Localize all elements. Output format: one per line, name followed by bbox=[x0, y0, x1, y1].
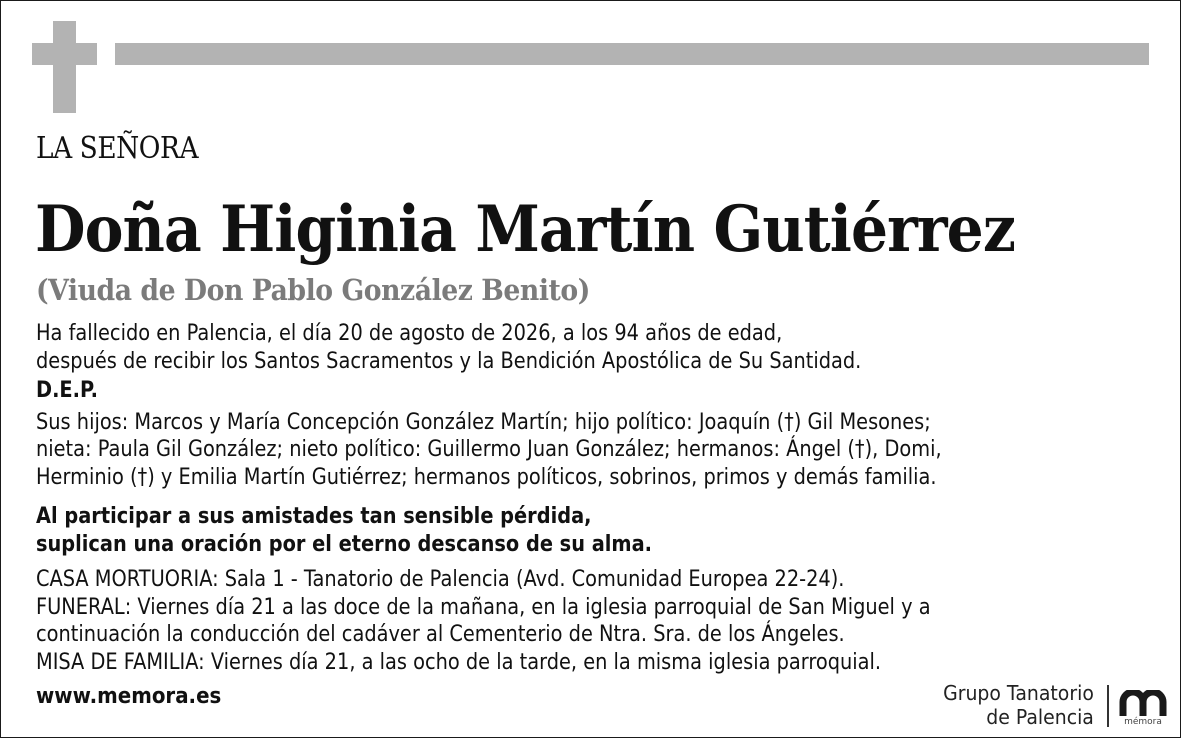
family-list bbox=[36, 409, 1048, 492]
closing-message bbox=[36, 503, 1048, 558]
detail-line: continuación la conducción del cadáver al Cementerio de Ntra. Sra. de los Ángeles. bbox=[36, 622, 845, 647]
announcement-line: Ha fallecido en Palencia, el día 20 de agosto de 2026, a los 94 años de edad, bbox=[36, 321, 783, 346]
notice-body bbox=[36, 320, 1048, 676]
brand-divider bbox=[1107, 685, 1109, 727]
detail-line: MISA DE FAMILIA: Viernes día 21, a las ocho de la tarde, en la misma iglesia parroquial. bbox=[36, 649, 882, 675]
service-details bbox=[36, 566, 1048, 676]
funeral-home-name bbox=[943, 681, 1094, 729]
website-link[interactable]: www.memora.es bbox=[36, 684, 222, 709]
brand-line: Grupo Tanatorio bbox=[943, 681, 1094, 705]
brand-line: de Palencia bbox=[986, 705, 1094, 729]
cross-icon-horizontal bbox=[32, 43, 97, 65]
logo-label: mémora bbox=[1124, 717, 1162, 727]
widow-line: (Viuda de Don Pablo González Benito) bbox=[36, 273, 590, 307]
title-prefix: LA SEÑORA bbox=[36, 131, 199, 166]
detail-line: FUNERAL: Viernes día 21 a las doce de la mañana, en la iglesia parroquial de San Miguel y a bbox=[36, 594, 931, 620]
family-line: nieta: Paula Gil González; nieto político: Guillermo Juan González; hermanos: Ángel (†), Domi, bbox=[36, 437, 942, 462]
header-bar bbox=[115, 43, 1149, 65]
deceased-name: Doña Higinia Martín Gutiérrez bbox=[35, 192, 1015, 267]
family-line: Herminio (†) y Emilia Martín Gutiérrez; hermanos políticos, sobrinos, primos y demás familia. bbox=[36, 464, 937, 490]
dep-label: D.E.P. bbox=[36, 378, 98, 403]
closing-line: Al participar a sus amistades tan sensible pérdida, bbox=[36, 504, 592, 529]
detail-line: CASA MORTUORIA: Sala 1 - Tanatorio de Palencia (Avd. Comunidad Europea 22-24). bbox=[36, 567, 845, 592]
closing-line: suplican una oración por el eterno descanso de su alma. bbox=[36, 531, 653, 557]
family-line: Sus hijos: Marcos y María Concepción González Martín; hijo político: Joaquín (†) Gil Mesones; bbox=[36, 409, 931, 435]
cross-icon-vertical bbox=[53, 21, 76, 113]
announcement-line: después de recibir los Santos Sacramentos y la Bendición Apostólica de Su Santidad. bbox=[36, 348, 862, 374]
